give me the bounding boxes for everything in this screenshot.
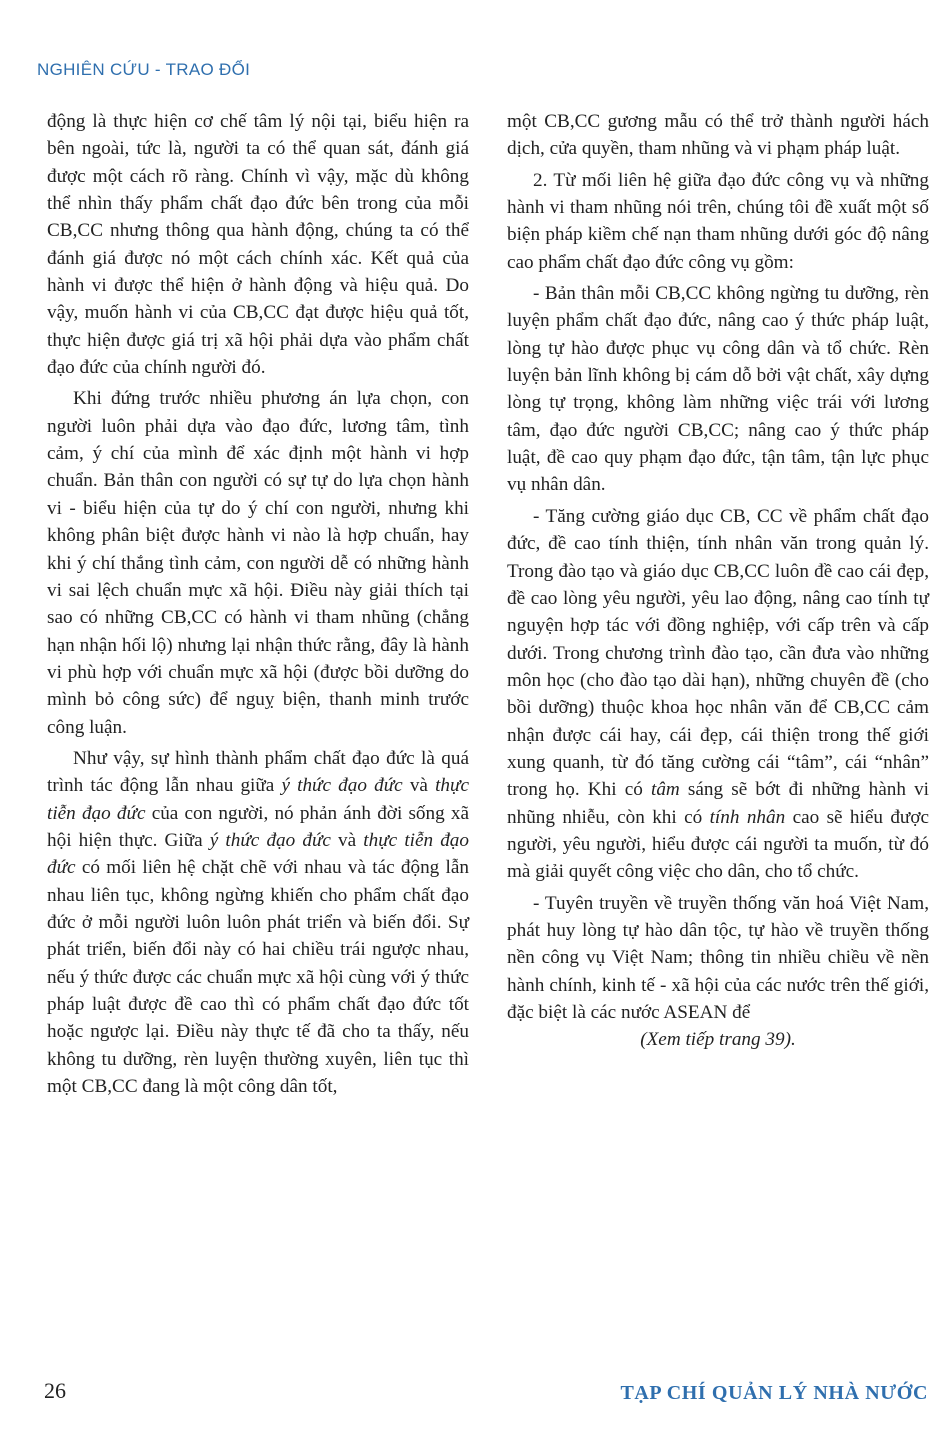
text-run: cao sẽ hiểu được người, yêu người, hiểu được cái người ta muốn, từ đó mà giải quyết công việc cho dân, cho tổ chức. <box>507 806 929 883</box>
text-run: - Tăng cường giáo dục CB, CC về phẩm chất đạo đức, đề cao tính thiện, tính nhân văn trong quản lý. Trong đào tạo và giáo dục CB,CC luôn đề cao cái đẹp, đề cao lòng yêu người, yêu lao động, nâng cao tính tự nguyện hợp tác với đồng nghiệp, với cấp trên và cấp dưới. Trong chương trình đào tạo, cần đưa vào những môn học (cho đào tạo dài hạn), những chuyên đề (cho bồi dưỡng) thuộc khoa học nhân văn để CB,CC cảm nhận được cái hay, cái đẹp, cái thiện trong thế giới xung quanh, từ đó tăng cường cái “tâm”, cái “nhân” trong họ. Khi có <box>507 505 929 801</box>
paragraph: - Bản thân mỗi CB,CC không ngừng tu dưỡng, rèn luyện phẩm chất đạo đức, nâng cao ý thức pháp luật, lòng tự hào được phục vụ công dân và tổ chức. Rèn luyện bản lĩnh không bị cám dỗ bởi vật chất, xây dựng lòng tự trọng, không làm những việc trái với lương tâm, đạo đức người CB,CC; nâng cao ý thức pháp luật, đề cao quy phạm đạo đức, tận tâm, tận lực phục vụ nhân dân. <box>507 283 929 496</box>
text-run: và <box>402 775 436 797</box>
emphasis: ý thức đạo đức <box>281 775 403 797</box>
emphasis: ý thức đạo đức <box>209 829 331 851</box>
section-label: NGHIÊN CỨU - TRAO ĐỔI <box>37 60 251 79</box>
text-run: Như vậy, sự hình thành phẩm chất đạo đức là quá trình tác động lẫn nhau giữa <box>47 747 469 797</box>
page-number: 26 <box>44 1378 66 1403</box>
journal-title: TẠP CHÍ QUẢN LÝ NHÀ NƯỚC <box>620 1382 928 1404</box>
emphasis: tâm <box>651 779 680 801</box>
paragraph: động là thực hiện cơ chế tâm lý nội tại, biểu hiện ra bên ngoài, tức là, người ta có thể quan sát, đánh giá được một cách rõ ràng. Chính vì vậy, mặc dù không thể nhìn thấy phẩm chất đạo đức bên trong của mỗi CB,CC nhưng thông qua hành động, chúng ta có thể đánh giá được nó một cách chính xác. Kết quả của hành vi được thể hiện ở hành động và hiệu quả. Do vậy, muốn hành vi của CB,CC đạt được hiệu quả tốt, thực hiện được giá trị xã hội phải dựa vào phẩm chất đạo đức của chính người đó. <box>47 111 469 379</box>
emphasis: tính nhân <box>709 806 786 828</box>
paragraph <box>47 745 469 1100</box>
paragraph: một CB,CC gương mẫu có thể trở thành người hách dịch, cửa quyền, tham nhũng và vi phạm pháp luật. <box>507 111 929 160</box>
paragraph <box>507 503 929 886</box>
emphasis: thực tiễn đạo đức <box>47 775 469 824</box>
text-run: của con người, nó phản ánh đời sống xã hội hiện thực. Giữa <box>47 802 470 851</box>
right-column <box>507 108 929 1054</box>
paragraph: 2. Từ mối liên hệ giữa đạo đức công vụ và những hành vi tham nhũng nói trên, chúng tôi đề xuất một số biện pháp kiềm chế nạn tham nhũng dưới góc độ nâng cao phẩm chất đạo đức công vụ gồm: <box>507 169 929 273</box>
paragraph: - Tuyên truyền về truyền thống văn hoá Việt Nam, phát huy lòng tự hào dân tộc, tự hào về truyền thống nền công vụ Việt Nam; thông tin nhiều chiều về nền hành chính, kinh tế - xã hội của các nước trên thế giới, đặc biệt là các nước ASEAN để <box>507 892 929 1023</box>
emphasis: thực tiễn đạo đức <box>47 829 469 879</box>
paragraph: Khi đứng trước nhiều phương án lựa chọn, con người luôn phải dựa vào đạo đức, lương tâm, tình cảm, ý chí của mình để xác định một hành vi hợp chuẩn. Bản thân con người có sự tự do lựa chọn hành vi - biểu hiện của tự do ý chí con người, nhưng khi không phân biệt được hành vi nào là hợp chuẩn, hay khi ý chí thắng tình cảm, con người dễ có những hành vi sai lệch chuẩn mực xã hội. Điều này giải thích tại sao có những CB,CC có hành vi tham nhũng (chẳng hạn nhận hối lộ) nhưng lại nhận thức rằng, đây là hành vi phù hợp với chuẩn mực xã hội (được bồi dưỡng do mình bỏ công sức) để nguỵ biện, thanh minh trước công luận. <box>47 388 469 738</box>
continued-note: (Xem tiếp trang 39). <box>640 1029 796 1051</box>
text-run: và <box>330 829 364 851</box>
left-column <box>47 108 469 1100</box>
text-run: sáng sẽ bớt đi những hành vi nhũng nhiễu, còn khi có <box>507 779 929 828</box>
text-run: có mối liên hệ chặt chẽ với nhau và tác động lẫn nhau liên tục, không ngừng khiến cho phẩm chất đạo đức ở mỗi người luôn luôn phát triển và biến đổi. Sự phát triển, biến đổi này có hai chiều trái ngược nhau, nếu ý thức được các chuẩn mực xã hội cùng với ý thức pháp luật được đề cao thì có phẩm chất đạo đức tốt hoặc ngược lại. Điều này thực tế đã cho ta thấy, nếu không tu dưỡng, rèn luyện thường xuyên, liên tục thì một CB,CC đang là một công dân tốt, <box>47 857 469 1098</box>
